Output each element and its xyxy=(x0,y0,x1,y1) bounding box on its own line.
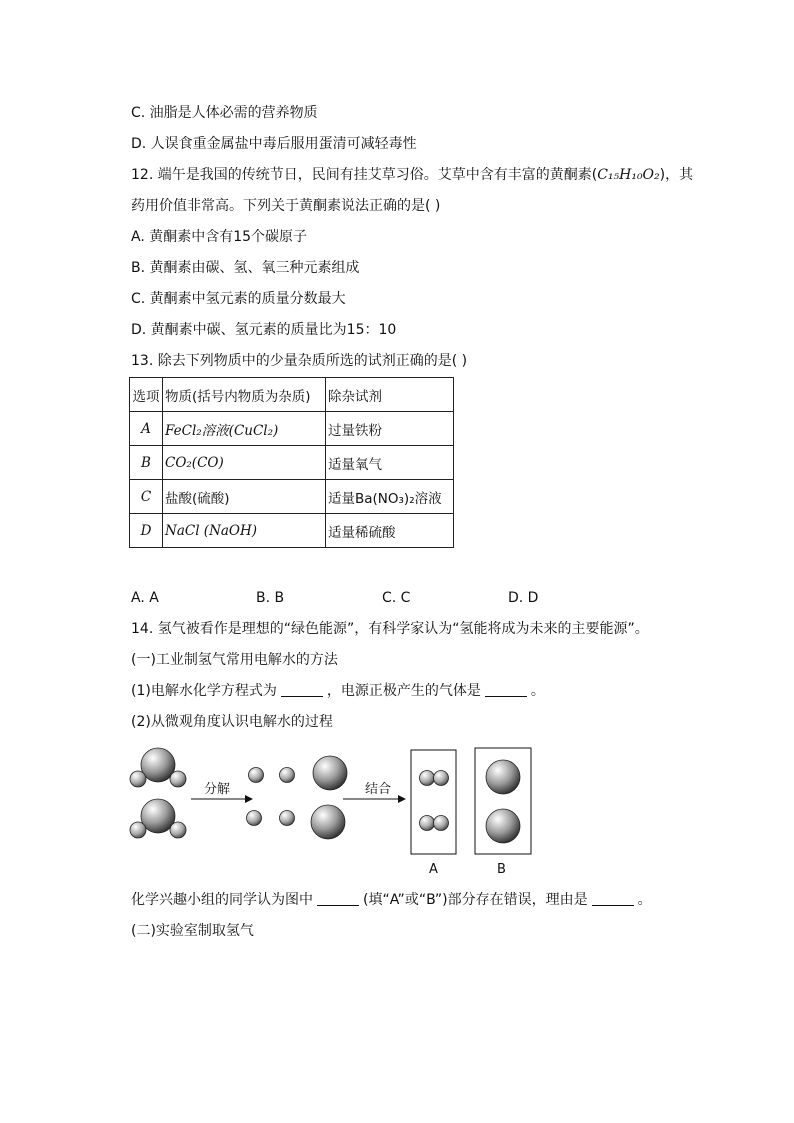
decompose-arrow xyxy=(191,782,252,799)
question-12-line1 xyxy=(131,165,693,185)
q14-part-one: (一)工业制氢气常用电解水的方法 xyxy=(131,652,338,668)
option-c-prev: C. 油脂是人体必需的营养物质 xyxy=(131,105,318,121)
answer-blank-reason[interactable] xyxy=(592,891,634,906)
box-b xyxy=(475,748,531,877)
q14-sub1-text-b: ，电源正极产生的气体是 xyxy=(326,683,481,699)
q14-sub3-text-c: 。 xyxy=(637,892,652,908)
table-cell: CO₂(CO) xyxy=(163,446,326,480)
table-cell: NaCl (NaOH) xyxy=(163,514,326,548)
table-header-cell: 物质(括号内物质为杂质) xyxy=(163,378,326,412)
box-a xyxy=(411,750,456,877)
question-14-stem: 14. 氢气被看作是理想的“绿色能源”，有科学家认为“氢能将成为未来的主要能源”。 xyxy=(131,621,649,637)
combine-arrow xyxy=(343,781,405,799)
answer-blank-part[interactable] xyxy=(317,891,359,906)
box-b-label: B xyxy=(497,862,506,877)
electrolysis-diagram xyxy=(125,744,545,880)
q14-sub2: (2)从微观角度认识电解水的过程 xyxy=(131,714,333,730)
box-a-label: A xyxy=(429,862,438,877)
q14-sub3-text-b: (填“A”或“B”)部分存在错误，理由是 xyxy=(363,892,588,908)
arrow-label-combine: 结合 xyxy=(365,782,392,797)
options-table xyxy=(129,377,454,548)
q12-option-b: B. 黄酮素由碳、氢、氧三种元素组成 xyxy=(131,260,360,276)
oxygen-atoms-icon xyxy=(311,756,347,839)
table-header-cell: 选项 xyxy=(130,378,163,412)
q14-sub3 xyxy=(131,890,652,910)
table-header-row xyxy=(130,378,454,412)
question-12-line2: 药用价值非常高。下列关于黄酮素说法正确的是( ) xyxy=(131,198,441,214)
table-cell: C xyxy=(130,480,163,514)
question-13: 13. 除去下列物质中的少量杂质所选的试剂正确的是( ) xyxy=(131,353,468,369)
q12-option-d: D. 黄酮素中碳、氢元素的质量比为15：10 xyxy=(131,322,397,338)
table-cell: 盐酸(硫酸) xyxy=(163,480,326,514)
q12-text-a: 12. 端午是我国的传统节日，民间有挂艾草习俗。艾草中含有丰富的黄酮素( xyxy=(131,167,598,183)
table-cell: 适量稀硫酸 xyxy=(326,514,454,548)
table-cell: 过量铁粉 xyxy=(326,412,454,446)
water-molecule-icon xyxy=(130,799,186,838)
q14-sub1-text-a: (1)电解水化学方程式为 xyxy=(131,683,277,699)
q14-sub3-text-a: 化学兴趣小组的同学认为图中 xyxy=(131,892,313,908)
table-cell: A xyxy=(130,412,163,446)
answer-blank-gas[interactable] xyxy=(485,682,527,697)
table-cell: D xyxy=(130,514,163,548)
answer-blank-equation[interactable] xyxy=(281,682,323,697)
choice-a: A. A xyxy=(131,590,159,606)
q12-option-a: A. 黄酮素中含有15个碳原子 xyxy=(131,229,308,245)
table-cell: FeCl₂溶液(CuCl₂) xyxy=(163,412,326,446)
table-row xyxy=(130,514,454,548)
table-row xyxy=(130,480,454,514)
table-row xyxy=(130,446,454,480)
q12-formula: C₁₅H₁₀O₂ xyxy=(597,167,660,183)
arrow-label-decompose: 分解 xyxy=(204,782,231,797)
hydrogen-atoms-icon xyxy=(247,768,295,826)
option-d-prev: D. 人误食重金属盐中毒后服用蛋清可减轻毒性 xyxy=(131,136,417,152)
q12-text-b: )，其 xyxy=(659,167,694,183)
water-molecule-icon xyxy=(130,748,186,787)
table-cell: B xyxy=(130,446,163,480)
q12-option-c: C. 黄酮素中氢元素的质量分数最大 xyxy=(131,291,346,307)
choice-d: D. D xyxy=(508,590,539,606)
q14-part-two: (二)实验室制取氢气 xyxy=(131,923,254,939)
table-cell: 适量氧气 xyxy=(326,446,454,480)
q14-sub1-text-c: 。 xyxy=(530,683,545,699)
table-cell: 适量Ba(NO₃)₂溶液 xyxy=(326,480,454,514)
table-header-cell: 除杂试剂 xyxy=(326,378,454,412)
choice-b: B. B xyxy=(256,590,285,606)
q14-sub1 xyxy=(131,681,545,701)
choice-c: C. C xyxy=(382,590,411,606)
table-row xyxy=(130,412,454,446)
